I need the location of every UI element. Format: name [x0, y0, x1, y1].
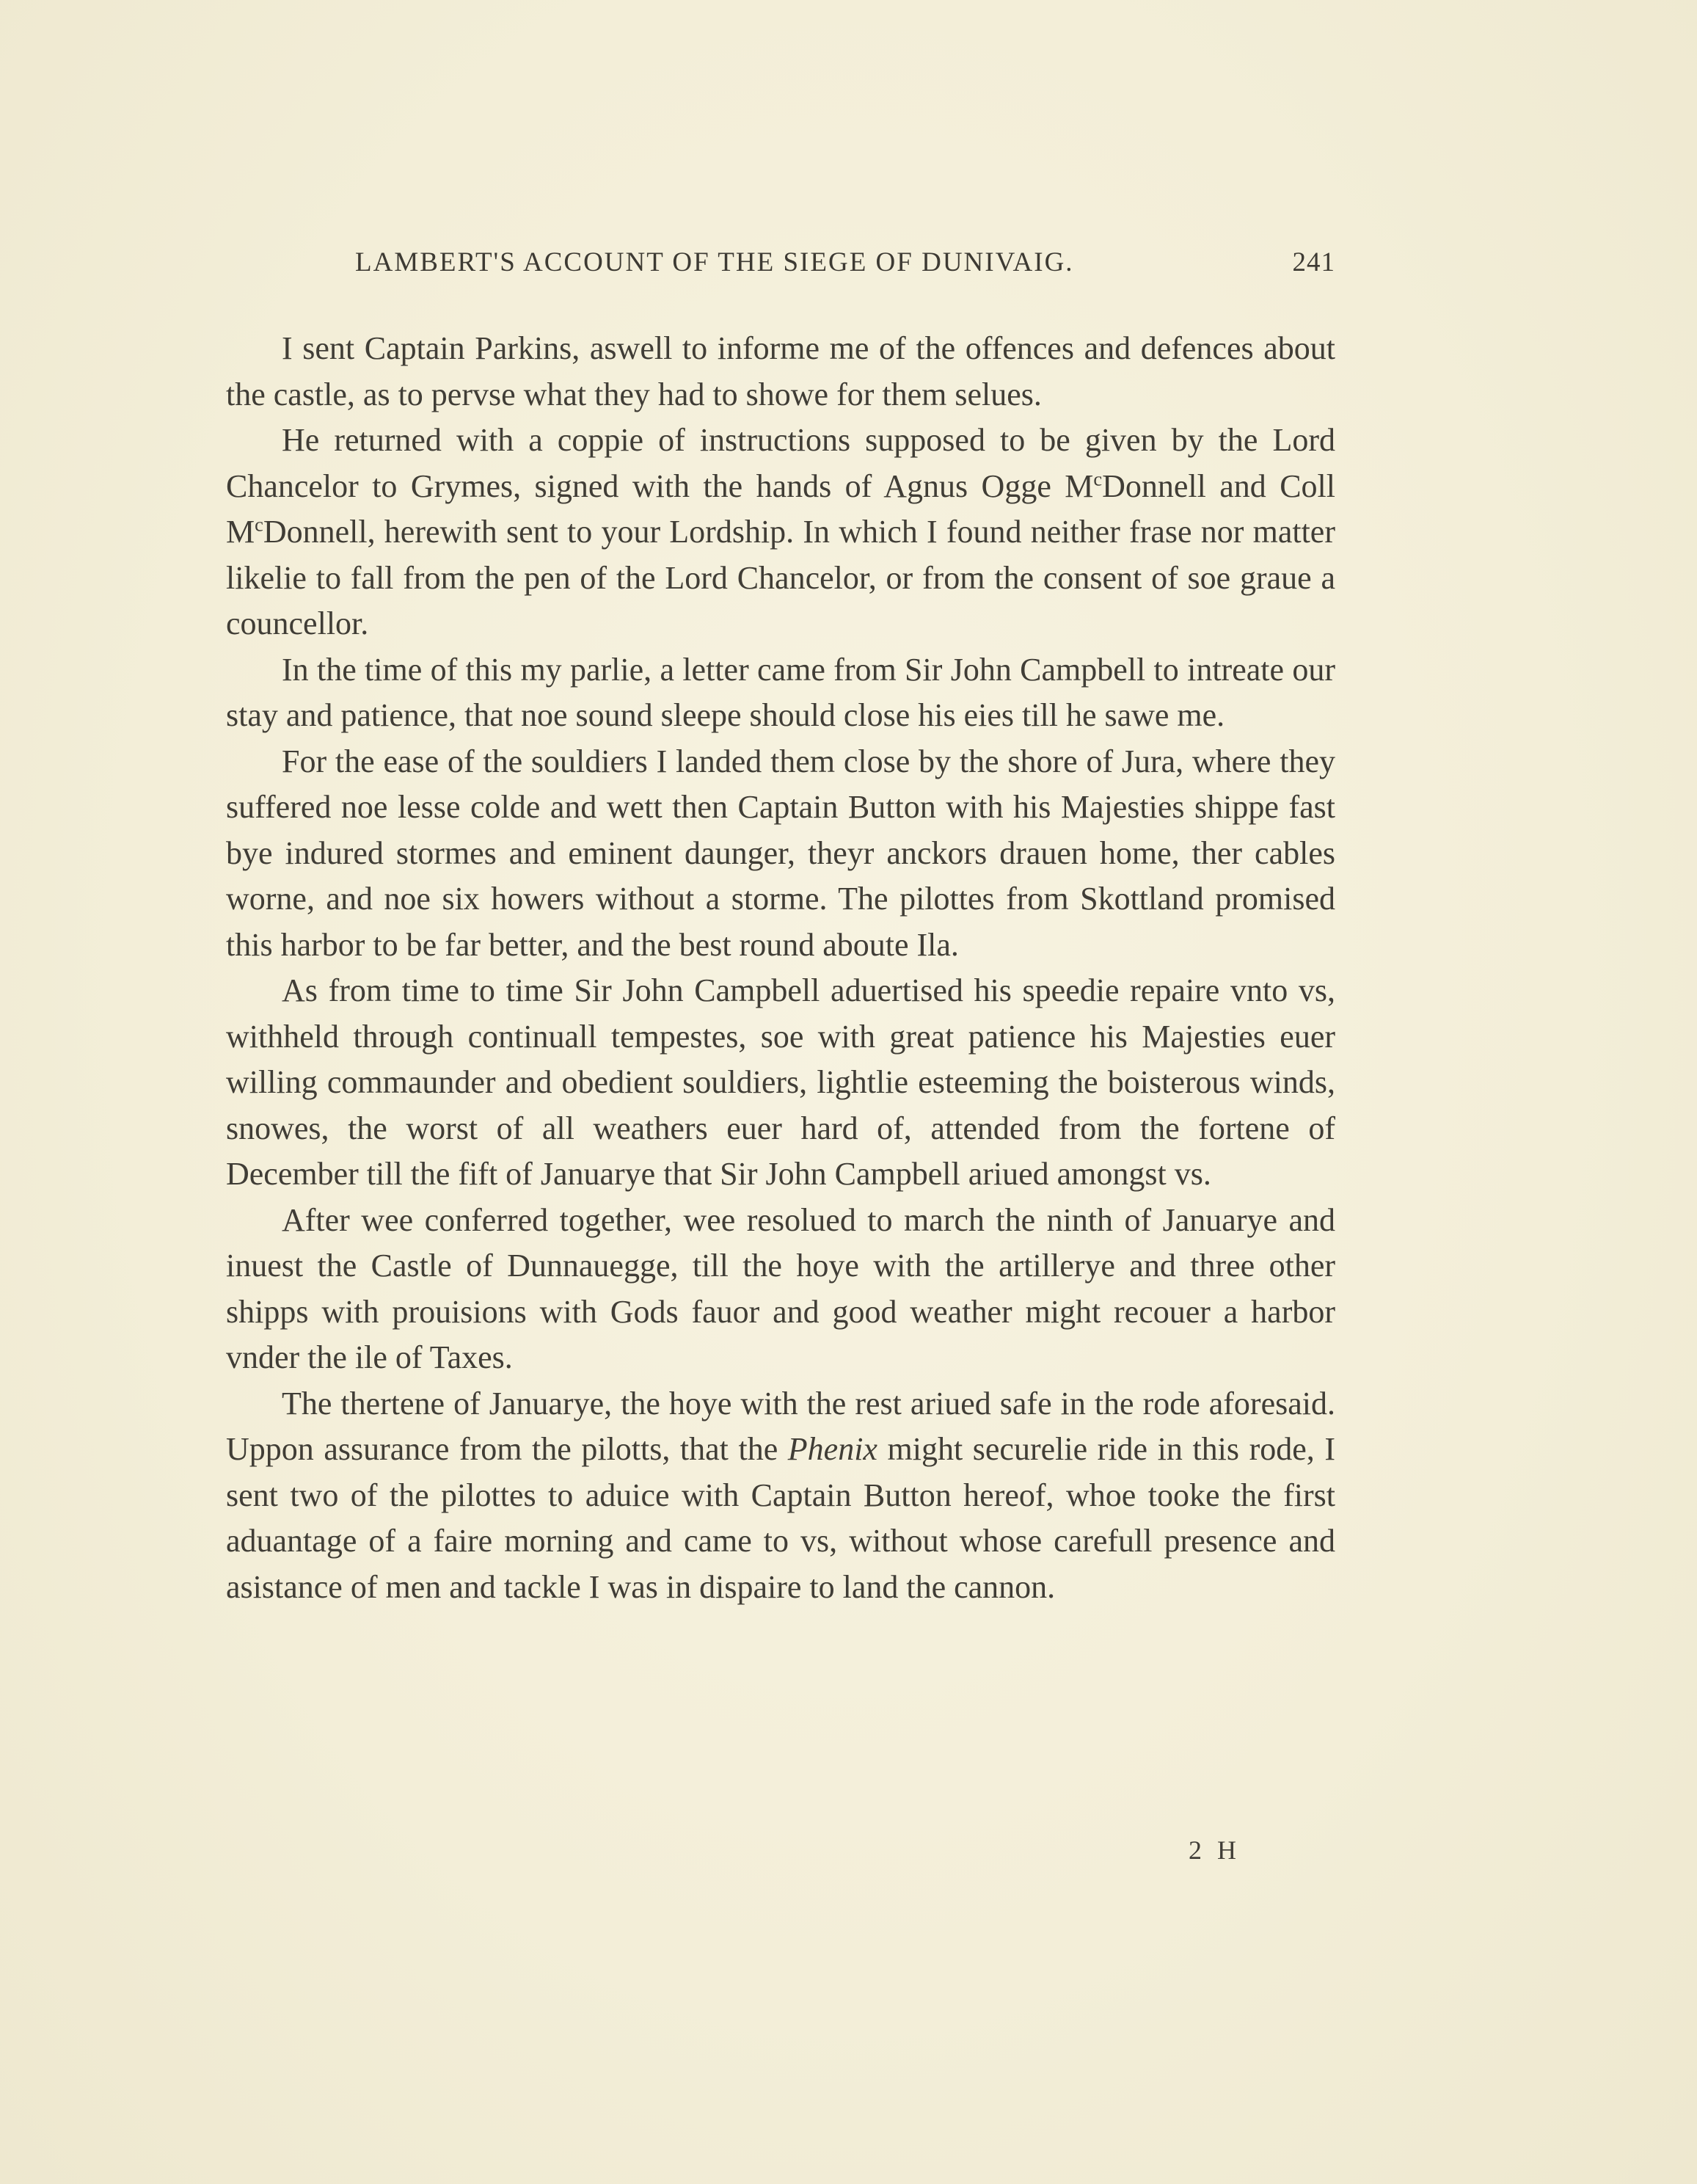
- paragraph-text: Donnell, herewith sent to your Lordship. In which I found neither frase nor matter likelie to fall from the pen of the Lord Chancelor, or from the consent of soe graue a councellor.: [226, 514, 1335, 641]
- paragraph-text: For the ease of the souldiers I landed them close by the shore of Jura, where they suffered noe lesse colde and wett then Captain Button with his Majesties shippe fast bye indured stormes and eminent daunger, theyr anckors drauen home, ther cables worne, and noe six howers without a storme. The pilottes from Skottland promised this harbor to be far better, and the best round aboute Ila.: [226, 743, 1335, 963]
- paragraph: [226, 1381, 1335, 1611]
- paragraph: [226, 418, 1335, 647]
- paragraph: [226, 326, 1335, 418]
- body-text: [226, 326, 1335, 1610]
- signature-mark: 2 H: [1189, 1835, 1241, 1865]
- paragraph-text: After wee conferred together, wee resolued to march the ninth of Januarye and inuest the Castle of Dunnauegge, till the hoye with the artillerye and three other shipps with prouisions with Gods fauor and good weather might recouer a harbor vnder the ile of Taxes.: [226, 1201, 1335, 1375]
- running-head: [226, 247, 1335, 283]
- superscript: c: [1093, 467, 1103, 489]
- ship-name: Phenix: [787, 1431, 877, 1467]
- paragraph-text: I sent Captain Parkins, aswell to informe me of the offences and defences about the castle, as to pervse what they had to showe for them selues.: [226, 330, 1335, 412]
- paragraph: [226, 647, 1335, 739]
- paragraph-text: might securelie ride in this rode, I sent two of the pilottes to aduice with Captain Button hereof, whoe tooke the first aduantage of a faire morning and came to vs, without whose carefull presence and asistance of men and tackle I was in dispaire to land the cannon.: [226, 1431, 1335, 1605]
- running-title: LAMBERT'S ACCOUNT OF THE SIEGE OF DUNIVAIG.: [355, 247, 1074, 277]
- page-number: 241: [1292, 247, 1335, 277]
- paragraph-text: He returned with a coppie of instructions supposed to be given by the Lord Chancelor to Grymes, signed with the hands of Agnus Ogge M: [226, 422, 1335, 504]
- paragraph-text: The thertene of Januarye, the hoye with the rest ariued safe in the rode aforesaid. Uppon assurance from the pilotts, that the: [226, 1385, 1335, 1467]
- paragraph: [226, 1198, 1335, 1381]
- paragraph-text: In the time of this my parlie, a letter came from Sir John Campbell to intreate our stay and patience, that noe sound sleepe should close his eies till he sawe me.: [226, 651, 1335, 733]
- paragraph-text: As from time to time Sir John Campbell aduertised his speedie repaire vnto vs, withheld through continuall tempestes, soe with great patience his Majesties euer willing commaunder and obedient souldiers, lightlie esteeming the boisterous winds, snowes, the worst of all weathers euer hard of, attended from the fortene of December till the fift of Januarye that Sir John Campbell ariued amongst vs.: [226, 972, 1335, 1192]
- paragraph-text: Donnell and Coll M: [226, 467, 1335, 550]
- paragraph: [226, 739, 1335, 969]
- superscript: c: [255, 513, 263, 536]
- paragraph: [226, 968, 1335, 1198]
